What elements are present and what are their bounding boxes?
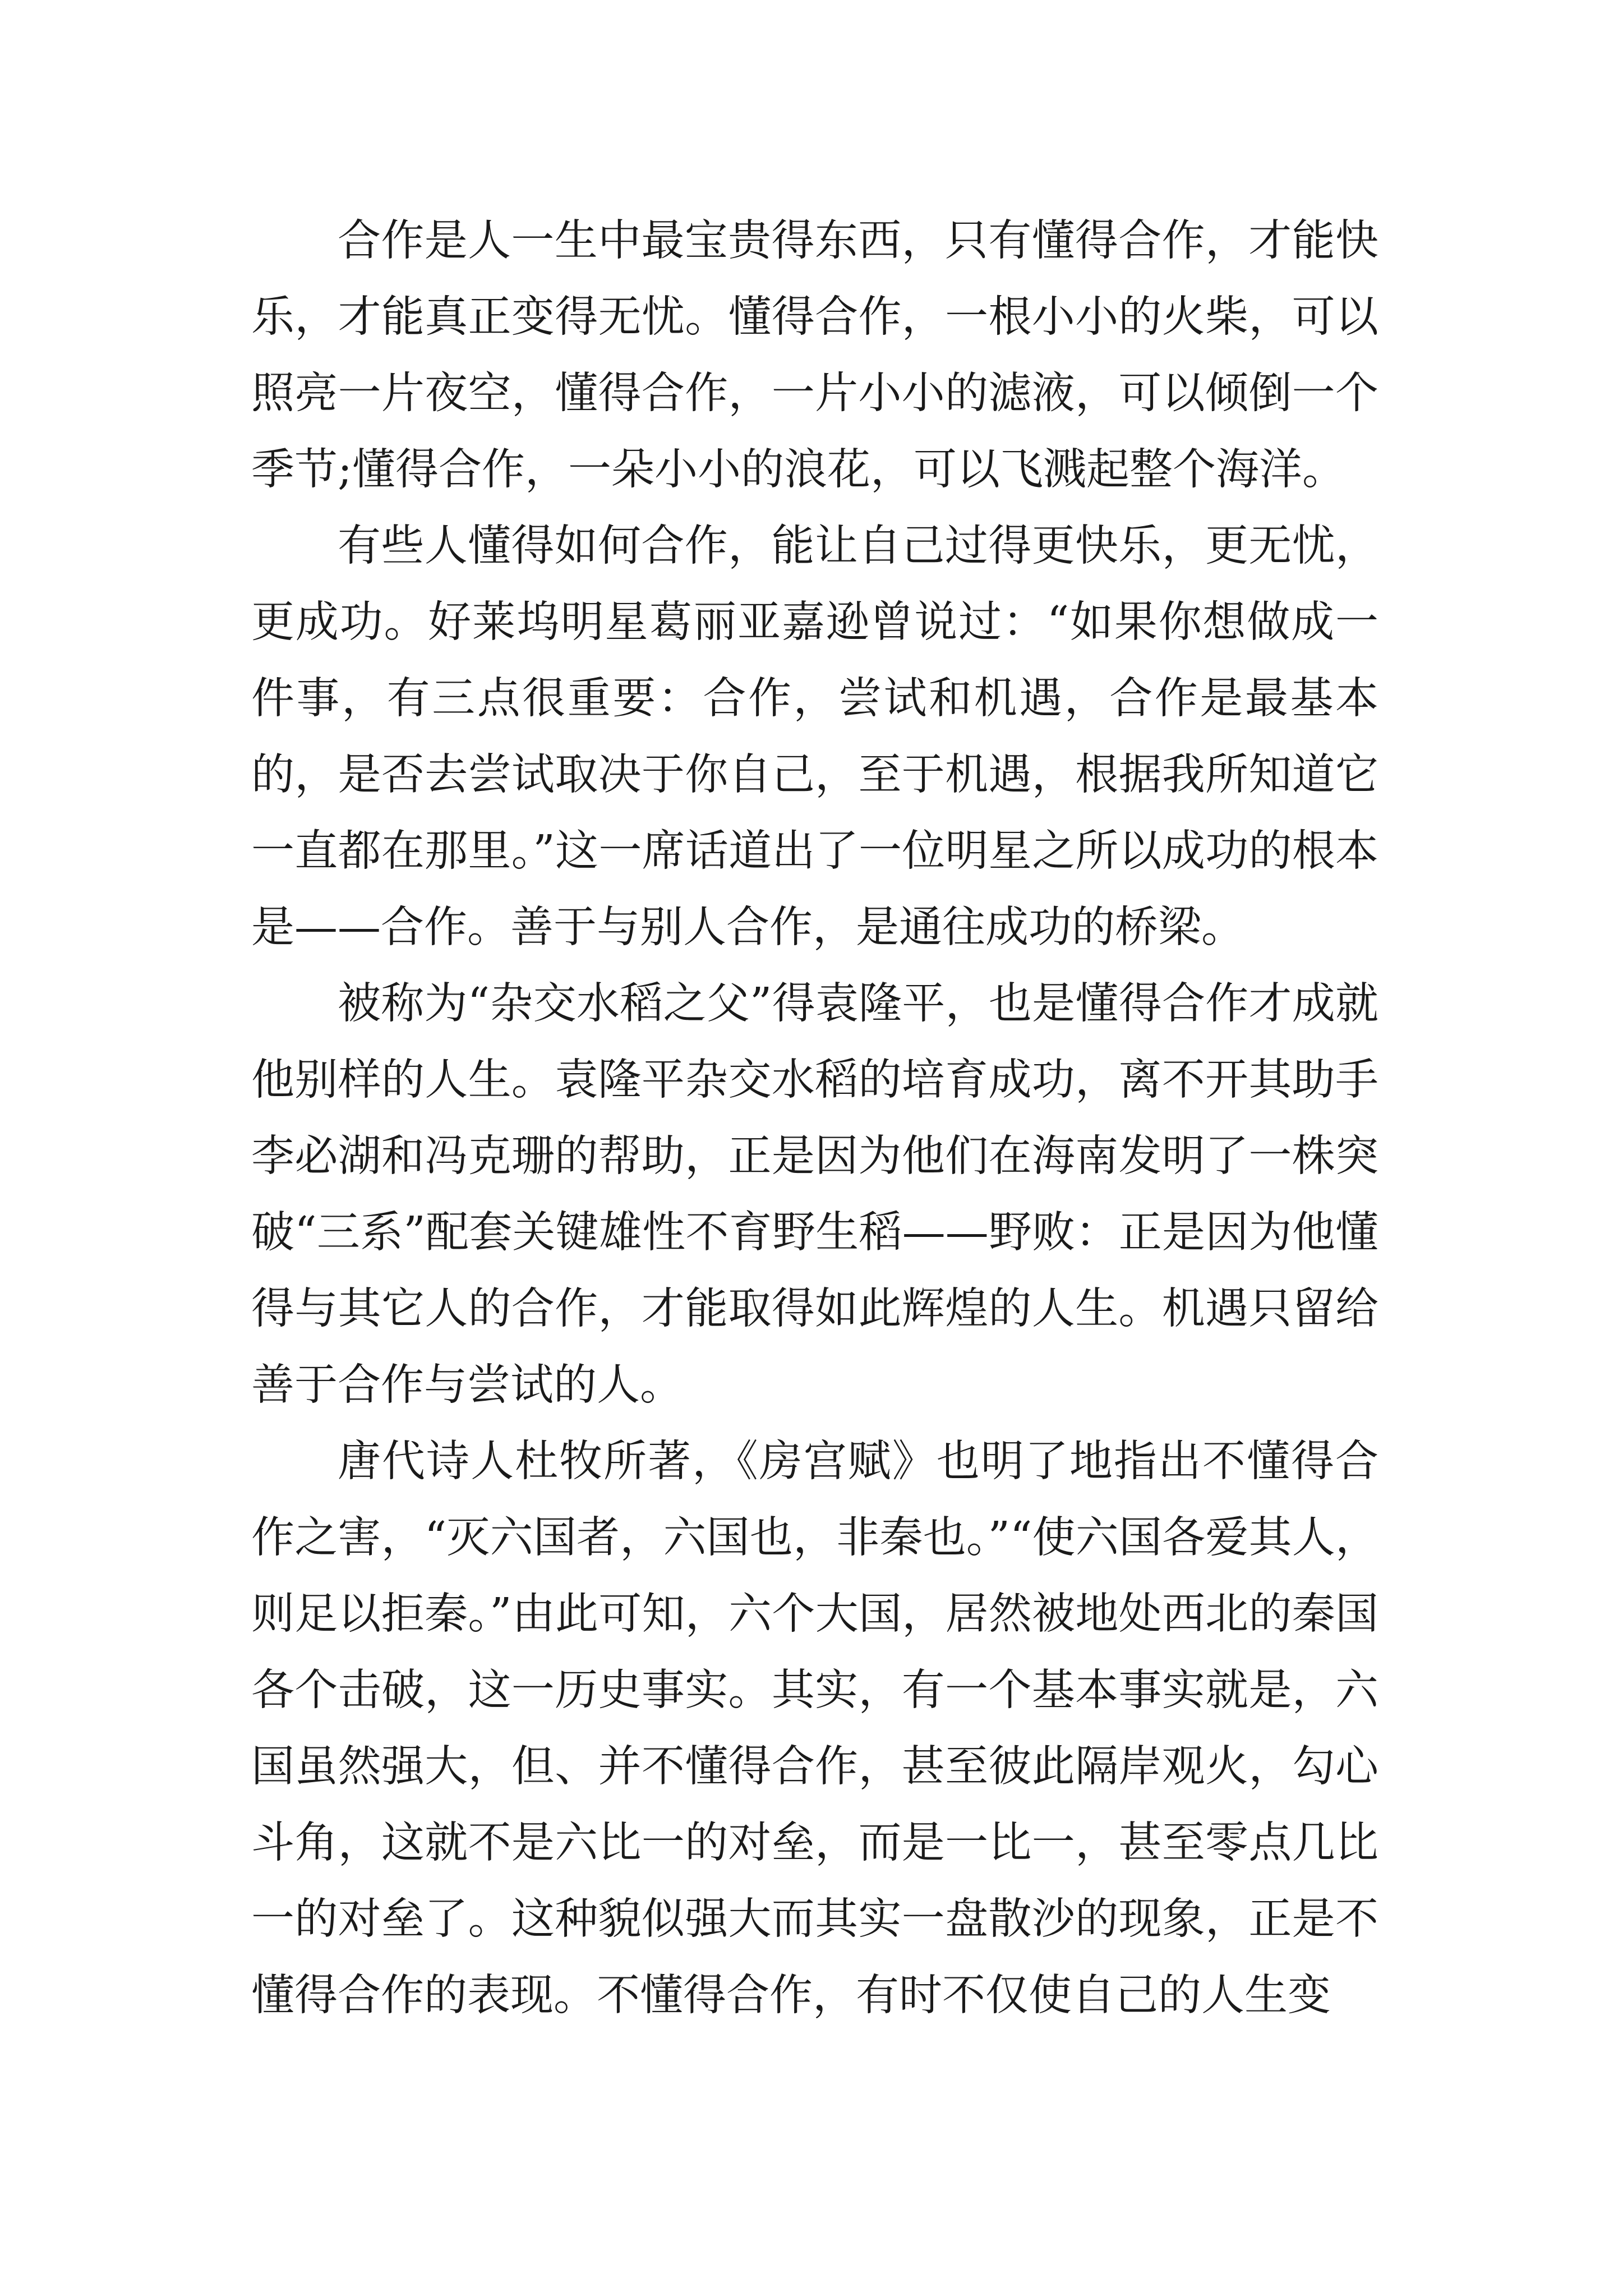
essay-body xyxy=(251,203,1378,2034)
paragraph-1: 合作是人一生中最宝贵得东西，只有懂得合作，才能快乐，才能真正变得无忧。懂得合作，一根小小的火柴，可以照亮一片夜空，懂得合作，一片小小的滤液，可以倾倒一个季节;懂得合作，一朵小小的浪花，可以飞溅起整个海洋。 xyxy=(251,216,1378,495)
paragraph-4: 唐代诗人杜牧所著，《房宫赋》也明了地指出不懂得合作之害，“灭六国者，六国也，非秦也。”“使六国各爱其人，则足以拒秦。”由此可知，六个大国，居然被地处西北的秦国各个击破，这一历史事实。其实，有一个基本事实就是，六国虽然强大，但、并不懂得合作，甚至彼此隔岸观火，勾心斗角，这就不是六比一的对垒，而是一比一，甚至零点几比一的对垒了。这种貌似强大而其实一盘散沙的现象，正是不懂得合作的表现。不懂得合作，有时不仅使自己的人生变 xyxy=(251,1437,1378,2021)
paragraph-3: 被称为“杂交水稻之父”得袁隆平，也是懂得合作才成就他别样的人生。袁隆平杂交水稻的培育成功，离不开其助手李必湖和冯克珊的帮助，正是因为他们在海南发明了一株突破“三系”配套关键雄性不育野生稻——野败：正是因为他懂得与其它人的合作，才能取得如此辉煌的人生。机遇只留给善于合作与尝试的人。 xyxy=(251,979,1378,1410)
paragraph-2: 有些人懂得如何合作，能让自己过得更快乐，更无忧，更成功。好莱坞明星葛丽亚嘉逊曾说过：“如果你想做成一件事，有三点很重要：合作，尝试和机遇，合作是最基本的，是否去尝试取决于你自己，至于机遇，根据我所知道它一直都在那里。”这一席话道出了一位明星之所以成功的根本是——合作。善于与别人合作，是通往成功的桥梁。 xyxy=(251,521,1378,953)
